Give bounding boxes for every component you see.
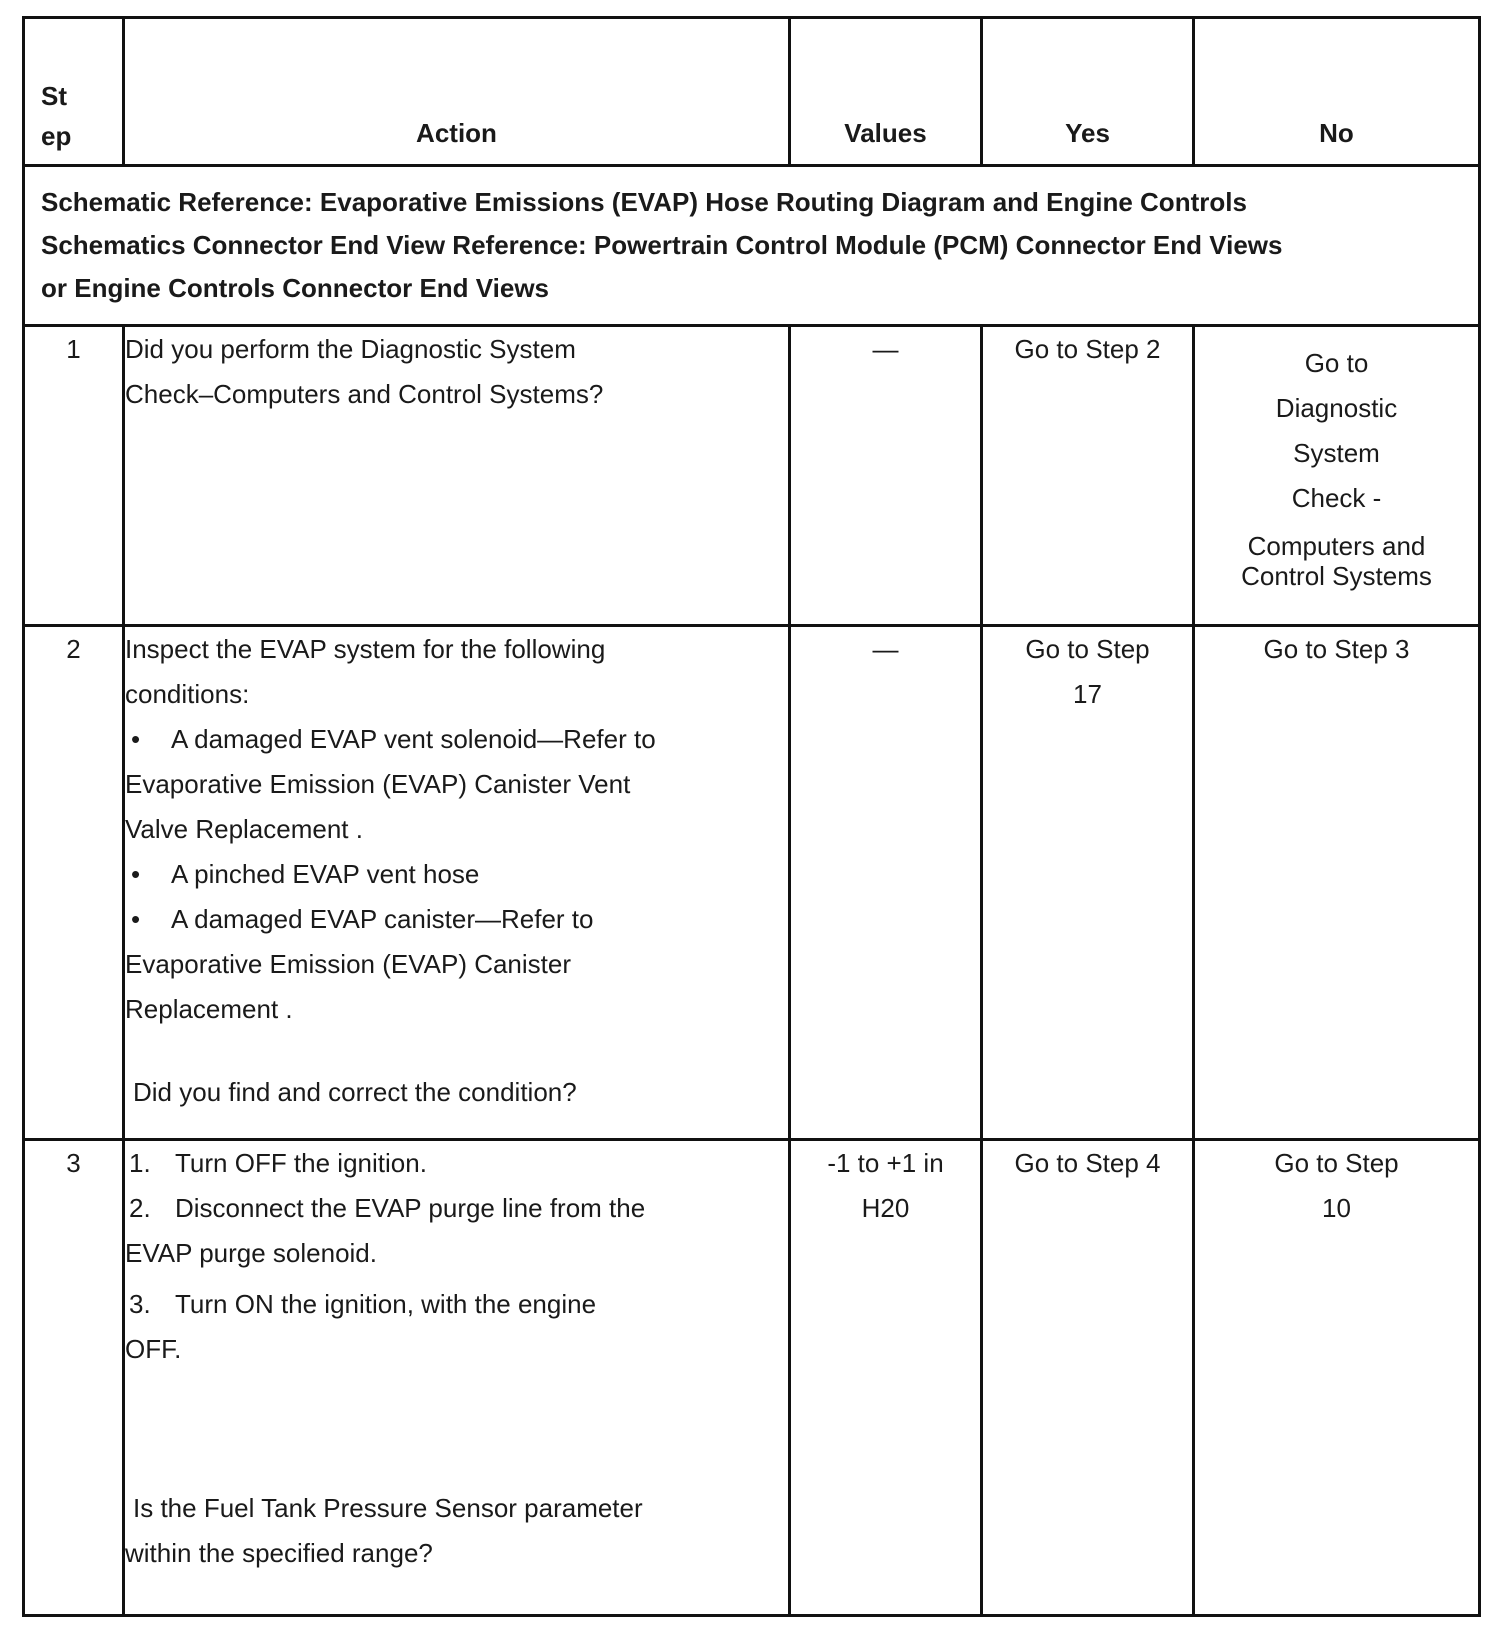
- action-cell: [124, 626, 790, 1140]
- step-number: 3: [24, 1140, 124, 1616]
- question-text: Did you find and correct the condition?: [133, 1077, 577, 1107]
- schematic-reference: [24, 166, 1480, 326]
- action-cell: [124, 326, 790, 626]
- yes-text: 17: [1073, 679, 1102, 709]
- action-text: OFF.: [125, 1334, 182, 1364]
- action-text: EVAP purge solenoid.: [125, 1238, 377, 1268]
- action-text: Valve Replacement .: [125, 814, 363, 844]
- no-text: Go to: [1304, 348, 1369, 378]
- reference-line: or Engine Controls Connector End Views: [41, 273, 550, 303]
- values-cell: —: [790, 326, 982, 626]
- bullet-icon: •: [131, 859, 141, 889]
- diagnostic-table: [22, 16, 1481, 1617]
- bullet-item: • A damaged EVAP canister—Refer to: [125, 897, 788, 942]
- no-text: System: [1293, 438, 1380, 468]
- header-yes: Yes: [982, 18, 1194, 166]
- header-step-line1: St: [41, 81, 67, 111]
- step-number: 1: [24, 326, 124, 626]
- header-step: [24, 18, 124, 166]
- table-header-row: [24, 18, 1480, 166]
- numbered-item: 3. Turn ON the ignition, with the engine: [129, 1289, 597, 1319]
- table-row: [24, 626, 1480, 1140]
- table-row: [24, 1140, 1480, 1616]
- question-text: Is the Fuel Tank Pressure Sensor parameter: [133, 1493, 643, 1523]
- values-cell: [790, 1140, 982, 1616]
- step-number: 2: [24, 626, 124, 1140]
- header-values: Values: [790, 18, 982, 166]
- no-text: Go to Step: [1274, 1148, 1399, 1178]
- values-text: H20: [861, 1193, 910, 1223]
- header-no: No: [1194, 18, 1480, 166]
- numbered-item: 1. Turn OFF the ignition.: [129, 1148, 427, 1178]
- no-text: 10: [1322, 1193, 1351, 1223]
- action-text: Evaporative Emission (EVAP) Canister: [125, 949, 572, 979]
- action-text: conditions:: [125, 679, 250, 709]
- question-text: within the specified range?: [125, 1538, 433, 1568]
- yes-cell: Go to Step 2: [982, 326, 1194, 626]
- action-text: Did you perform the Diagnostic System: [125, 334, 576, 364]
- action-text: Evaporative Emission (EVAP) Canister Vent: [125, 769, 631, 799]
- header-action: Action: [124, 18, 790, 166]
- yes-text: Go to Step: [1025, 634, 1150, 664]
- action-text: Check–Computers and Control Systems?: [125, 379, 604, 409]
- yes-cell: Go to Step 4: [982, 1140, 1194, 1616]
- header-step-line2: ep: [41, 121, 72, 151]
- no-text: Control Systems: [1241, 561, 1432, 591]
- values-cell: —: [790, 626, 982, 1140]
- bullet-icon: •: [131, 724, 141, 754]
- schematic-reference-row: [24, 166, 1480, 326]
- reference-line: Schematics Connector End View Reference: Powertrain Control Module (PCM) Connector End Views: [41, 230, 1283, 260]
- bullet-item: • A damaged EVAP vent solenoid—Refer to: [125, 717, 788, 762]
- no-cell: Go to Step 3: [1194, 626, 1480, 1140]
- bullet-item: • A pinched EVAP vent hose: [125, 852, 788, 897]
- no-text: Computers and: [1247, 531, 1426, 561]
- reference-line: Schematic Reference: Evaporative Emissions (EVAP) Hose Routing Diagram and Engine Controls: [41, 187, 1247, 217]
- table-row: [24, 326, 1480, 626]
- values-text: -1 to +1 in: [827, 1148, 944, 1178]
- action-cell: [124, 1140, 790, 1616]
- no-cell: [1194, 326, 1480, 626]
- yes-cell: [982, 626, 1194, 1140]
- no-text: Check -: [1291, 483, 1382, 513]
- no-cell: [1194, 1140, 1480, 1616]
- no-text: Diagnostic: [1275, 393, 1398, 423]
- action-text: Replacement .: [125, 994, 293, 1024]
- action-text: Inspect the EVAP system for the following: [125, 634, 606, 664]
- numbered-item: 2. Disconnect the EVAP purge line from the: [129, 1193, 646, 1223]
- bullet-icon: •: [131, 904, 141, 934]
